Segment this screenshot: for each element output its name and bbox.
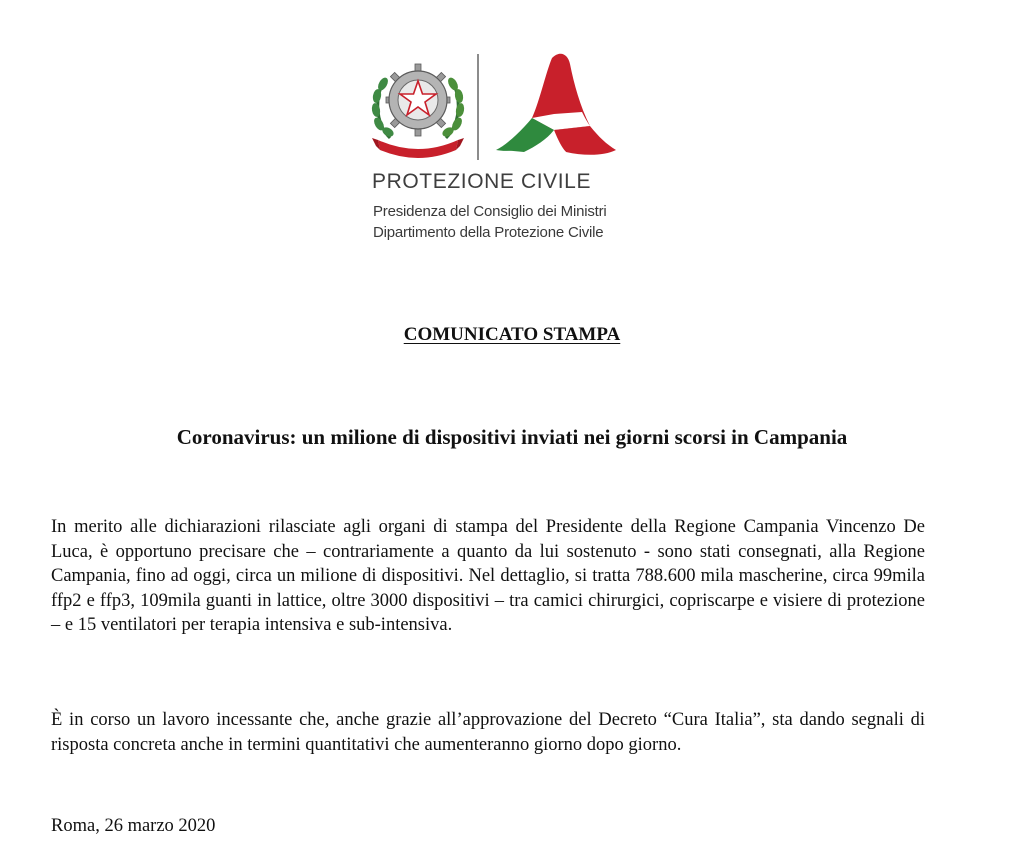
body-paragraph-1: In merito alle dichiarazioni rilasciate agli organi di stampa del Presidente della Regione Campania Vincenzo De Luca, è opportuno precisare che – contrariamente a quanto da lui sostenuto - sono stati consegnati, alla Regione Campania, fino ad oggi, circa un milione di dispositivi. Nel dettaglio, si tratta 788.600 mila mascherine, circa 99mila ffp2 e ffp3, 109mila guanti in lattice, oltre 3000 dispositivi – tra camici chirurgici, copriscarpe e visiere di protezione – e 15 ventilatori per terapia intensiva e sub-intensiva. bbox=[51, 517, 925, 635]
logo-divider bbox=[477, 54, 479, 160]
italian-republic-emblem-icon bbox=[370, 54, 466, 158]
org-subtitle-department: Dipartimento della Protezione Civile bbox=[373, 224, 604, 241]
protezione-civile-mark-icon bbox=[494, 52, 618, 162]
press-release-label: COMUNICATO STAMPA bbox=[403, 324, 621, 345]
body-paragraph-2: È in corso un lavoro incessante che, anche grazie all’approvazione del Decreto “Cura Italia”, sta dando segnali di risposta concreta anche in termini quantitativi che aumenteranno giorno dopo giorno. bbox=[51, 710, 925, 755]
org-subtitle-presidency: Presidenza del Consiglio dei Ministri bbox=[373, 203, 607, 220]
org-name: PROTEZIONE CIVILE bbox=[372, 170, 592, 193]
place-and-date: Roma, 26 marzo 2020 bbox=[51, 816, 216, 836]
letterhead-logo bbox=[370, 52, 630, 252]
headline: Coronavirus: un milione di dispositivi inviati nei giorni scorsi in Campania bbox=[176, 425, 848, 449]
